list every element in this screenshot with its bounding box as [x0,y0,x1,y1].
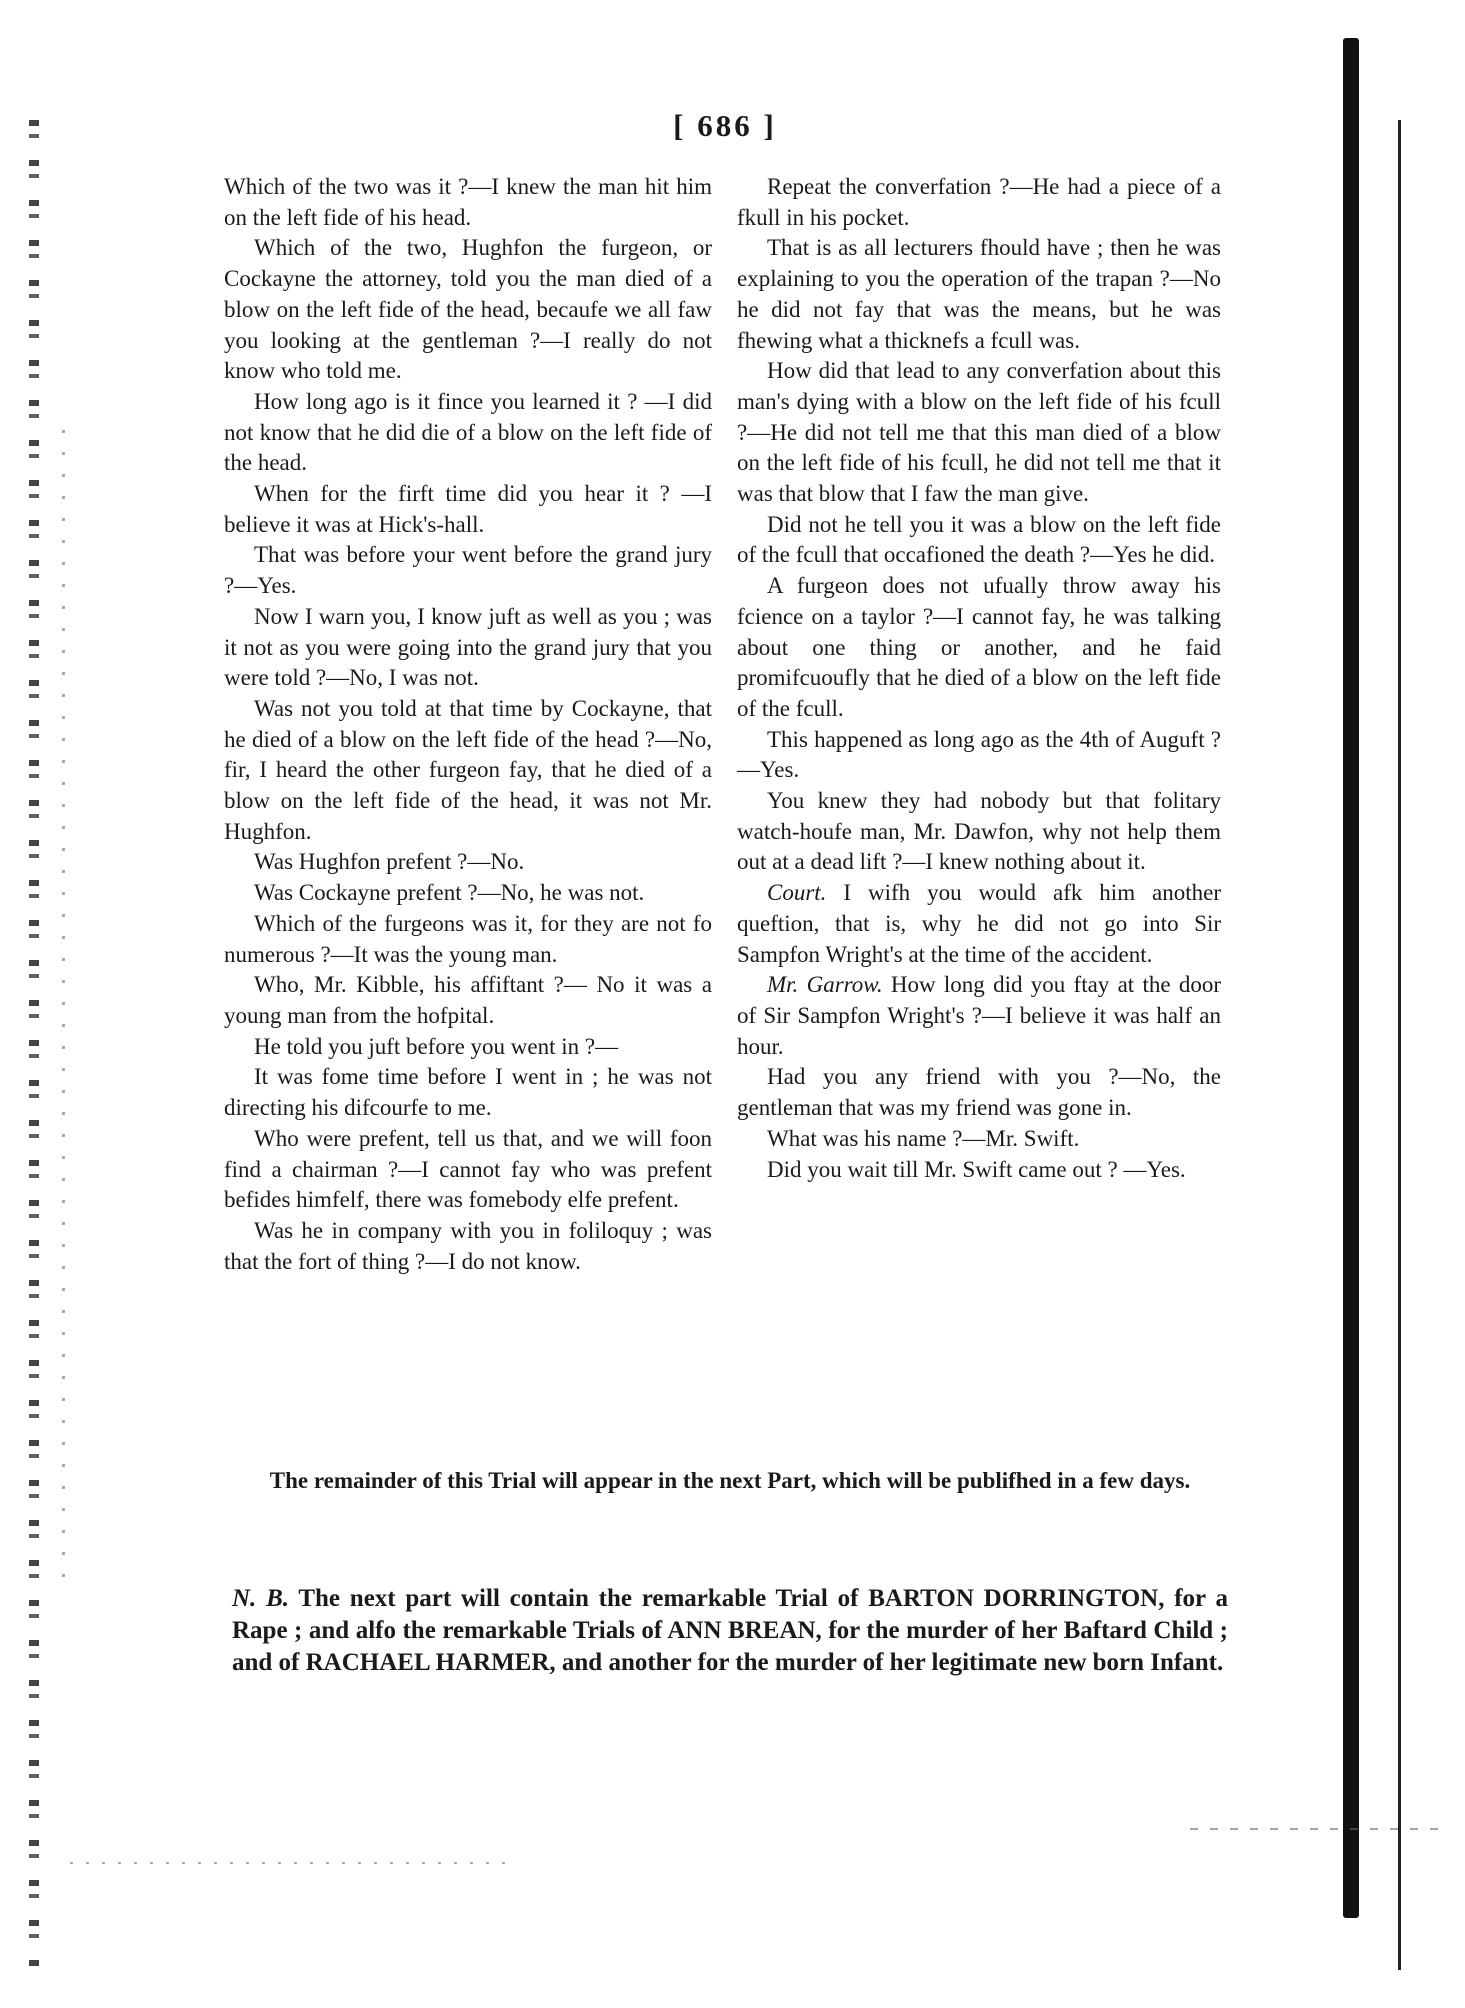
paragraph: A furgeon does not ufually throw away his fcience on a taylor ?—I cannot fay, he was talking about one thing or another, and he faid promifcuoufly that he died of a blow on the left fide of the fcull. [737,573,1221,721]
court-question [737,878,1221,970]
paragraph: Was Hughfon prefent ?—No. [254,849,525,875]
paragraph: That was before your went before the grand jury ?—Yes. [224,542,712,599]
paragraph: It was fome time before I went in ; he was not directing his difcourfe to me. [224,1064,712,1121]
paragraph: You knew they had nobody but that folitary watch-houfe man, Mr. Dawfon, why not help them out at a dead lift ?—I knew nothing about it. [737,788,1221,875]
paragraph: Which of the two was it ?—I knew the man hit him on the left fide of his head. [224,174,712,230]
paragraph: Did you wait till Mr. Swift came out ? —Yes. [767,1156,1186,1182]
nb-label: N. B. [232,1585,290,1612]
garrow-question [737,970,1221,1062]
paragraph: This happened as long ago as the 4th of Auguft ?—Yes. [737,726,1221,783]
paragraph: Was not you told at that time by Cockayne, that he died of a blow on the left fide of the head ?—No, fir, I heard the other furgeon fay, that he died of a blow on the left fide of the head, it was not Mr. Hughfon. [224,695,712,844]
speaker-garrow: Mr. Garrow. [767,972,883,998]
paragraph: Who were prefent, tell us that, and we will foon find a chairman ?—I cannot fay who was prefent befides himfelf, there was fomebody elfe prefent. [224,1125,712,1213]
garrow-question-text: How long did you ftay at the door of Sir Sampfon Wright's ?—I believe it was half an hour. [737,972,1221,1059]
right-column [737,172,1221,1185]
left-column [224,172,712,1277]
left-scan-speckle [62,430,65,1580]
paragraph: How did that lead to any converfation about this man's dying with a blow on the left fide of his fcull ?—He did not tell me that this man died of a blow on the left fide of his fcull, he did not tell me that it was that blow that I faw the man give. [737,358,1221,507]
paragraph: Who, Mr. Kibble, his affiftant ?— No it was a young man from the hofpital. [224,972,712,1028]
nb-text: The next part will contain the remarkable Trial of BARTON DORRINGTON, for a Rape ; and alfo the remarkable Trials of ANN BREAN, for the murder of her Baftard Child ; and of RACHAEL HARMER, and another for the murder of her legitimate new born Infant. [232,1585,1228,1676]
paragraph: Was Cockayne prefent ?—No, he was not. [254,880,645,906]
binding-edge-line [1398,120,1401,1970]
paragraph: When for the firft time did you hear it ? —I believe it was at Hick's-hall. [224,481,712,537]
paragraph: How long ago is it fince you learned it ? —I did not know that he did die of a blow on the left fide of the head. [224,388,712,476]
remainder-notice: The remainder of this Trial will appear in the next Part, which will be publifhed in a few days. [269,1468,1191,1493]
speaker-court: Court. [767,880,827,906]
binding-shadow [1343,38,1359,1918]
paragraph: That is as all lecturers fhould have ; then he was explaining to you the operation of the trapan ?—No he did not fay that was the means, but he was fhewing what a thicknefs a fcull was. [737,235,1221,353]
left-scan-edge [29,120,39,1970]
scan-dots-bottom [70,1862,510,1864]
scan-dots-right [1190,1828,1450,1830]
paragraph: Was he in company with you in foliloquy ; was that the fort of thing ?—I do not know. [224,1217,712,1274]
paragraph: Did not he tell you it was a blow on the left fide of the fcull that occafioned the death ?—Yes he did. [737,511,1221,568]
paragraph: He told you juft before you went in ?— [254,1033,619,1059]
paragraph: Repeat the converfation ?—He had a piece of a fkull in his pocket. [737,174,1221,230]
paragraph: Had you any friend with you ?—No, the gentleman that was my friend was gone in. [737,1064,1221,1121]
paragraph: Which of the furgeons was it, for they are not fo numerous ?—It was the young man. [224,910,712,967]
nb-notice [232,1583,1228,1679]
page-number: [ 686 ] [673,108,777,143]
paragraph: What was his name ?—Mr. Swift. [767,1125,1080,1151]
court-question-text: I wifh you would afk him another queftion, that is, why he did not go into Sir Sampfon Wright's at the time of the accident. [737,880,1222,967]
paragraph: Which of the two, Hughfon the furgeon, or Cockayne the attorney, told you the man died of a blow on the left fide of the head, becaufe we all faw you looking at the gentleman ?—I really do not know who told me. [224,235,712,384]
paragraph: Now I warn you, I know juft as well as you ; was it not as you were going into the grand jury that you were told ?—No, I was not. [224,603,712,691]
